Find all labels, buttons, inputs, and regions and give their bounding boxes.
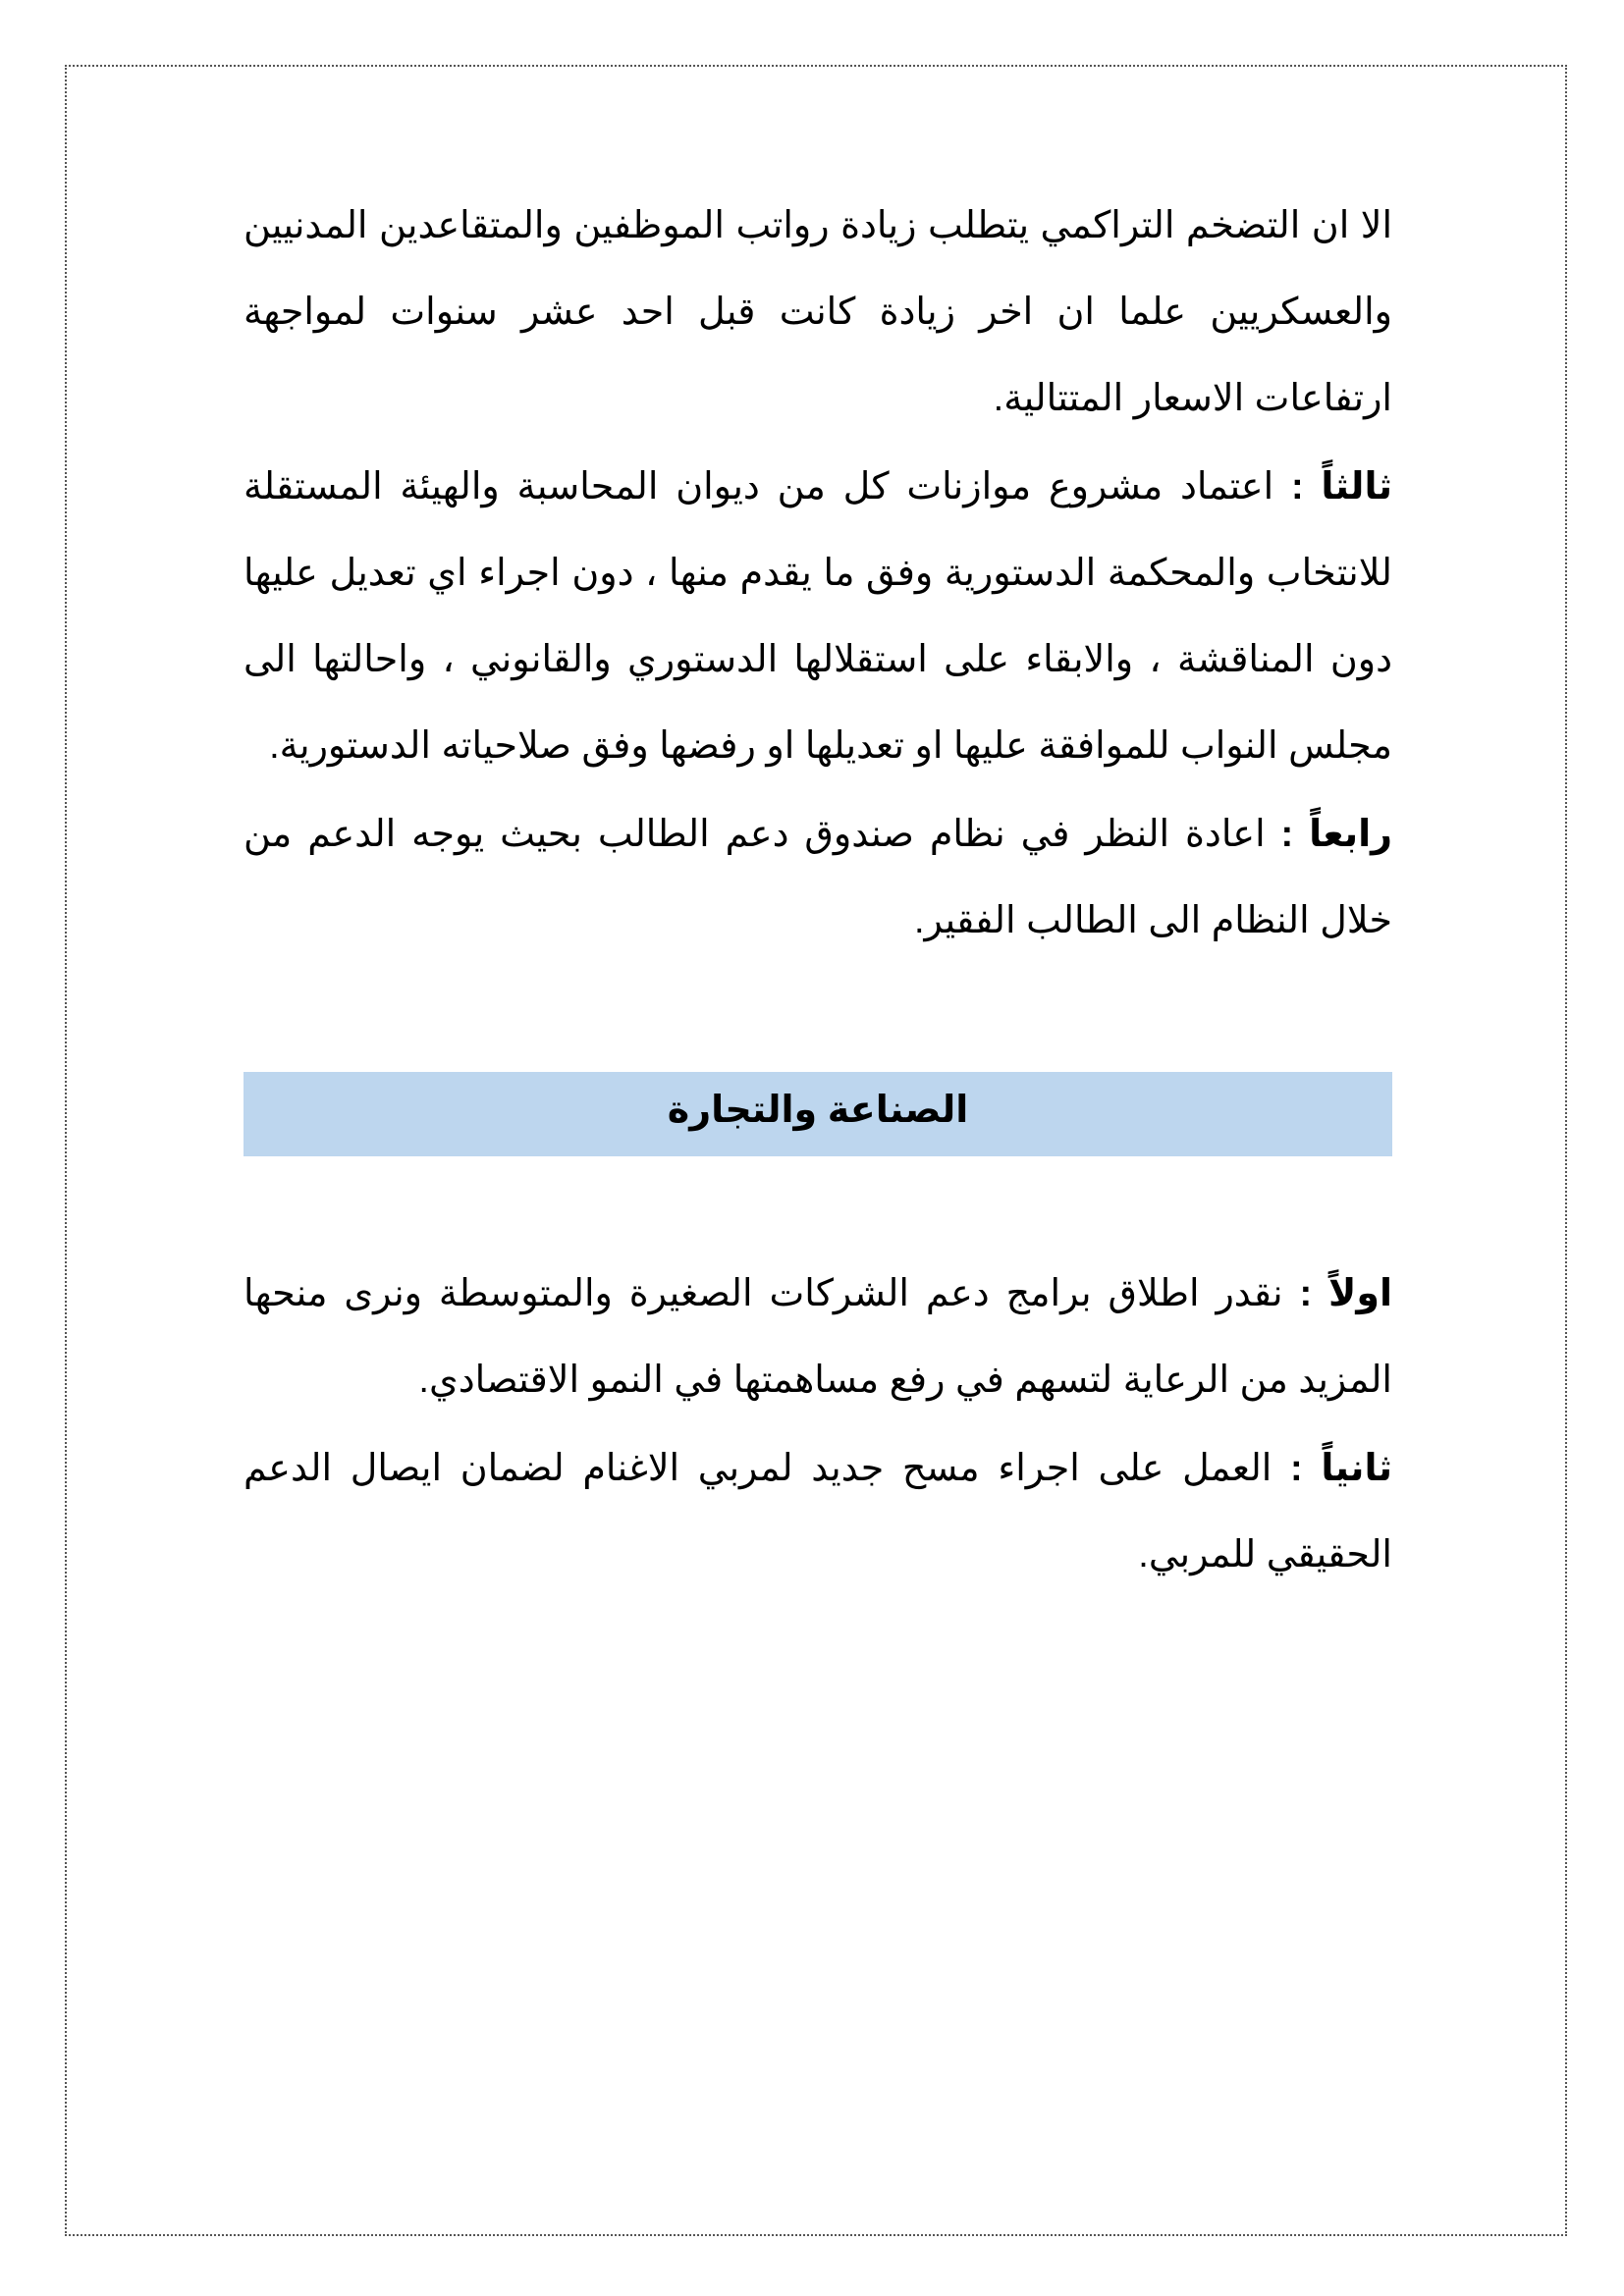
section-heading-industry-trade: الصناعة والتجارة: [244, 1072, 1392, 1156]
paragraph-first-text: نقدر اطلاق برامج دعم الشركات الصغيرة والمتوسطة ونرى منحها المزيد من الرعاية لتسهم في رفع مساهمتها في النمو الاقتصادي.: [244, 1273, 1392, 1401]
paragraph-third-label: ثالثاً :: [1290, 466, 1392, 507]
paragraph-third-text: اعتماد مشروع موازنات كل من ديوان المحاسبة والهيئة المستقلة للانتخاب والمحكمة الدستورية وفق ما يقدم منها ، دون اجراء اي تعديل عليها دون المناقشة ، والابقاء على استقلالها الدستوري والقانوني ، واحالتها الى مجلس النواب للموافقة عليها او تعديلها او رفضها وفق صلاحياته الدستورية.: [244, 466, 1392, 767]
paragraph-second-text: العمل على اجراء مسح جديد لمربي الاغنام لضمان ايصال الدعم الحقيقي للمربي.: [244, 1448, 1392, 1575]
paragraph-fourth-text: اعادة النظر في نظام صندوق دعم الطالب بحيث يوجه الدعم من خلال النظام الى الطالب الفقير.: [244, 814, 1392, 941]
paragraph-wages-text: الا ان التضخم التراكمي يتطلب زيادة رواتب الموظفين والمتقاعدين المدنيين والعسكريين علما ان اخر زيادة كانت قبل احد عشر سنوات لمواجهة ارتفاعات الاسعار المتتالية.: [244, 205, 1392, 419]
paragraph-second: [244, 1425, 1392, 1598]
paragraph-first: [244, 1251, 1392, 1423]
document-content: [244, 183, 1392, 1598]
paragraph-wages: [244, 183, 1392, 442]
paragraph-first-label: اولاً :: [1299, 1273, 1393, 1314]
section-body: [244, 1251, 1392, 1598]
paragraph-fourth: [244, 791, 1392, 964]
paragraph-fourth-label: رابعاً :: [1280, 814, 1392, 855]
paragraph-third: [244, 444, 1392, 789]
paragraph-second-label: ثانياً :: [1290, 1448, 1392, 1489]
